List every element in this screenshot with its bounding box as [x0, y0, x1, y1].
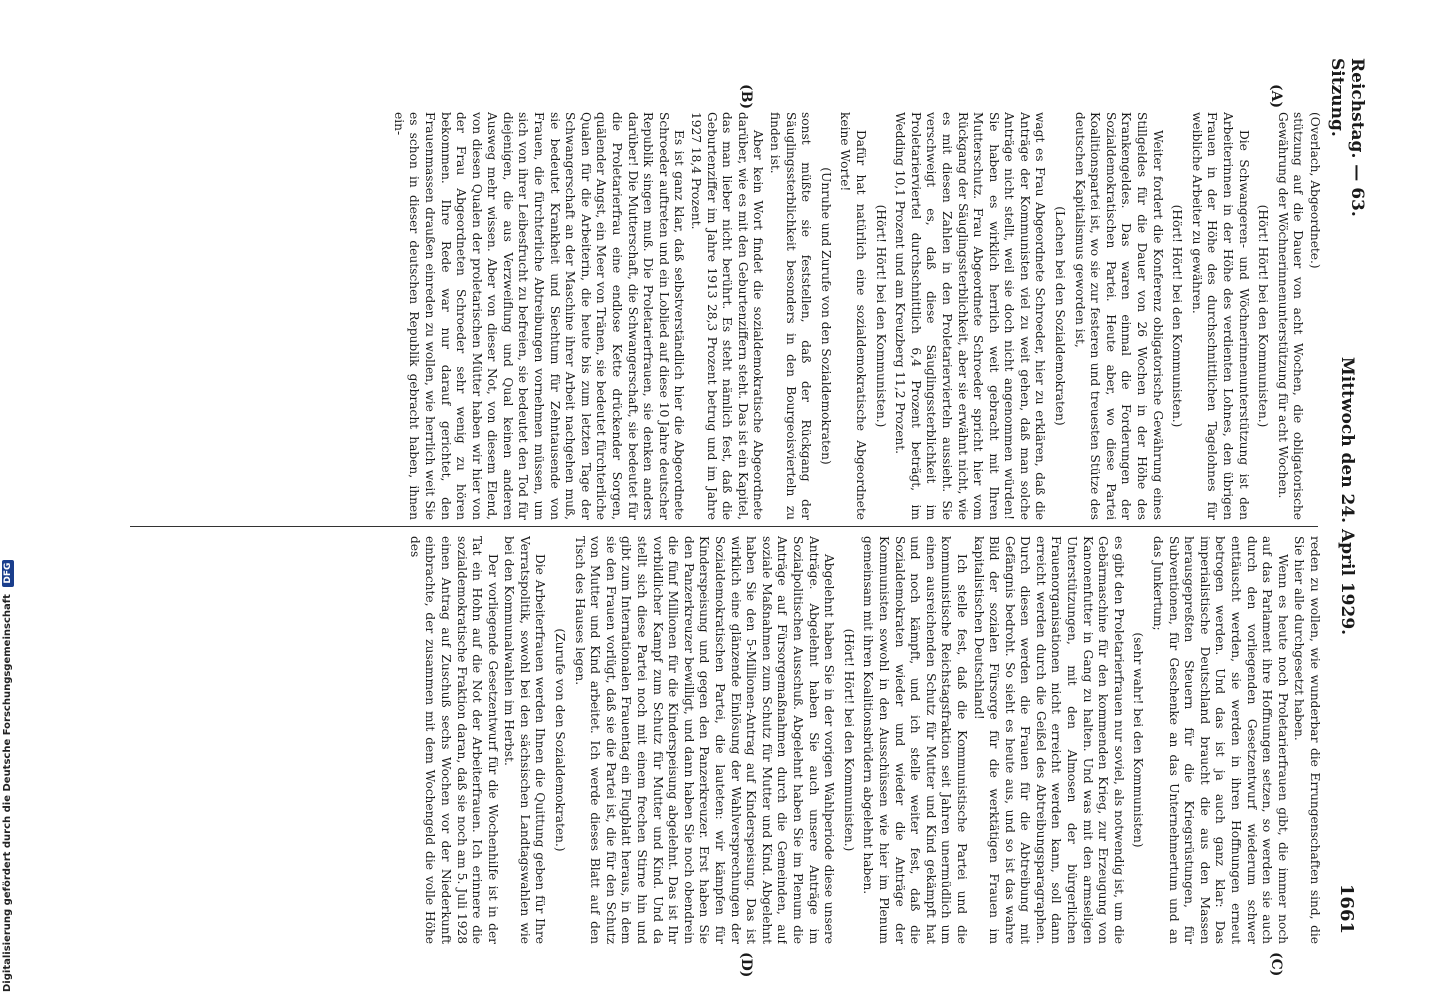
interjection: (Hört! Hört! bei den Kommunisten.): [1170, 204, 1185, 428]
paragraph: Der vorliegende Gesetzentwurf für die Wochenhilfe ist in der Tat ein Hohn auf die Not der Arbeiterfrauen. Ich erinnere die sozialdemokratische Fraktion daran, daß sie noch am 5. Juli 1928 einen Antrag auf Zuschuß sechs Wochen vor der Niederkunft einbrachte, der zusammen mit dem Wochengeld die volle Höhe des: [407, 536, 500, 944]
paragraph: Wenn es heute noch Proletarierfrauen gibt, die immer noch auf das Parlament ihre Hoffnungen setzen, so werden sie auch durch den vorliegenden Gesetzentwurf wiederum schwer enttäuscht werden, sie werden in ihren Hoffnungen erneut betrogen werden. Und das ist ja auch ganz klar: Das imperialistische Deutschland braucht die aus den Massen herausgepreßten Steuern für die Kriegsrüstungen, für Subventionen, für Geschenke an das Unternehmertum und an das Junkertum;: [1151, 536, 1290, 944]
left-text-column: [120, 112, 1322, 520]
paragraph: stützung auf die Dauer von acht Wochen, die obligatorische Gewährung der Wöchnerinnenunterstützung für acht Wochen.: [1275, 112, 1306, 520]
interjection: (Hört! Hört! bei den Kommunisten.): [841, 628, 856, 852]
paragraph: wagt es Frau Abgeordnete Schroeder, hier zu erklären, daß die Anträge der Kommunisten viel zu weit gehen, daß man solche Anträge nicht stellt, weil sie doch nicht angenommen würden! Sie haben es wirklich herrlich weit gebracht mit Ihren Mutterschutz. Frau Abgeordnete Schroeder spricht hier vom Rückgang der Säuglingssterblichkeit, aber sie erwähnt nicht, wie es mit diesen Zahlen in den Proletariervierteln aussieht. Sie verschweigt es, daß diese Säuglingssterblichkeit im Proletarierviertel durchschnittlich 6,4 Prozent beträgt, im Wedding 10,1 Prozent und am Kreuzberg 11,2 Prozent.: [893, 112, 1048, 520]
paragraph: Es ist ganz klar, daß selbstverständlich hier die Abgeordnete Schroeder auftreten und ein Loblied auf diese 10 Jahre deutscher Republik singen muß. Die Proletarierfrauen, sie denken anders darüber! Die Mutterschaft, die Schwangerschaft, sie bedeutet für die Proletarierfrau eine endlose Kette drückender Sorgen, quälender Angst, ein Meer von Tränen, sie bedeutet fürchterliche Qualen für die Arbeiterin, die heute bis zum letzten Tage der Schwangerschaft an der Maschine ihrer Arbeit nachgehen muß, sie bedeutet Krankheit und Siechtum für Zehntausende von Frauen, die fürchterliche Abtreibungen vornehmen müssen, um sich von ihrer Leibesfrucht zu befreien, sie bedeutet den Tod für diejenigen, die aus Verzweiflung und Qual keinen anderen Ausweg mehr wissen. Aber von dieser Not, von diesem Elend, von diesen Qualen der proletarischen Mütter haben wir hier von der Frau Abgeordneten Schroeder sehr wenig zu hören bekommen. Ihre Rede war nur darauf gerichtet, den Frauenmassen draußen einreden zu wollen, wie herrlich weit Sie es schon in dieser deutschen Republik gebracht haben, ihnen ein-: [391, 112, 687, 520]
paragraph: Dafür hat natürlich eine sozialdemokratische Abgeordnete keine Worte!: [838, 112, 868, 520]
paragraph: Aber kein Wort findet die sozialdemokratische Abgeordnete darüber, wie es mit den Geburtenziffern steht. Das ist ein Kapitel, das man lieber nicht berührt. Es steht nämlich fest, daß die Geburtenziffer im Jahre 1913 28,3 Prozent betrug und im Jahre 1927 18,4 Prozent.: [689, 112, 766, 520]
footer-strip: [0, 0, 20, 1000]
interjection: (Hört! Hört! bei den Kommunisten.): [873, 204, 888, 428]
dfg-logo: DFG: [2, 560, 14, 587]
paragraph: Weiter fordert die Konferenz obligatorische Gewährung eines Stillgeldes für die Dauer von 26 Wochen in der Höhe des Krankengeldes. Das waren einmal die Forderungen der Sozialdemokratischen Partei. Heute aber, wo diese Partei Koalitionspartei ist, wo sie zur festeren und treuesten Stütze des deutschen Kapitalismus geworden ist,: [1072, 112, 1165, 520]
interjection: (Hört! Hört! bei den Kommunisten.): [1256, 204, 1271, 428]
margin-marker-b: (B): [738, 84, 754, 110]
interjection: (Zurufe von den Sozialdemokraten.): [553, 628, 568, 852]
margin-marker-d: (D): [738, 952, 754, 978]
paragraph: sonst müßte sie feststellen, daß der Rückgang der Säuglingssterblichkeit besonders in den Bourgeoisvierteln zu finden ist.: [768, 112, 814, 520]
interjection: (Unruhe und Zurufe von den Sozialdemokraten): [818, 167, 833, 465]
page-header: [1327, 58, 1367, 934]
paragraph: Abgelehnt haben Sie in der vorigen Wahlperiode diese unsere Anträge. Abgelehnt haben Sie auch unsere Anträge im Sozialpolitischen Ausschuß. Abgelehnt haben Sie im Plenum die Anträge auf Fürsorgemaßnahmen durch die Gemeinden, auf soziale Maßnahmen zum Schutz für Mutter und Kind. Abgelehnt haben Sie den 5-Millionen-Antrag auf Kinderspeisung. Das ist wirklich eine glänzende Einlösung der Wahlversprechungen der Sozialdemokratischen Partei, die lauteten: wir kämpfen für Kinderspeisung und gegen den Panzerkreuzer. Erst haben Sie den Panzerkreuzer bewilligt, und dann haben Sie noch obendrein die fünf Millionen für die Kinderspeisung abgelehnt. Das ist Ihr vorbildlicher Kampf zum Schutz für Mutter und Kind. Und da stellt sich diese Partei noch mit einem frechen Stirne hin und gibt zum Internationalen Frauentag ein Flugblatt heraus, in dem sie den Frauen vorlügt, daß sie die Partei ist, die für den Schutz von Mutter und Kind arbeitet. Ich werde dieses Blatt auf den Tisch des Hauses legen.: [572, 536, 837, 944]
column-divider: [130, 526, 1318, 527]
margin-marker-a: (A): [1268, 84, 1284, 109]
paragraph: Die Schwangeren- und Wöchnerinnenunterstützung ist den Arbeiterinnen in der Höhe des verdienten Lohnes, den übrigen Frauen in der Höhe des durchschnittlichen Tagelohnes für weibliche Arbeiter zu gewähren.: [1189, 112, 1251, 520]
header-session: Reichstag. — 63. Sitzung.: [1327, 58, 1367, 217]
paragraph: reden zu wollen, wie wunderbar die Errungenschaften sind, die Sie hier alle durchgesetzt haben.: [1292, 536, 1322, 944]
margin-marker-c: (C): [1268, 952, 1284, 977]
paragraph: Die Arbeiterfrauen werden Ihnen die Quittung geben für Ihre Verratspolitik, sowohl bei den sächsischen Landtagswahlen wie bei den Kommunalwahlen im Herbst.: [502, 536, 548, 944]
paragraph: Ich stelle fest, daß die Kommunistische Partei und die kommunistische Reichstagsfraktion seit Jahren unermüdlich um einen ausreichenden Schutz für Mutter und Kind gekämpft hat und noch kämpft, und ich stelle weiter fest, daß die Sozialdemokraten wieder und wieder die Anträge der Kommunisten sowohl in den Ausschüssen wie hier im Plenum gemeinsam mit ihren Koalitionsbrüdern abgelehnt haben.: [861, 536, 969, 944]
header-date: Mittwoch den 24. April 1929.: [1337, 356, 1357, 636]
paragraph: (Overlach, Abgeordnete.): [1308, 112, 1322, 269]
paragraph: es gibt den Proletarierfrauen nur soviel, als notwendig ist, um die Gebärmaschine für den kommenden Krieg, zur Erzeugung von Kanonenfutter in Gang zu halten. Und was mit den armseligen Unterstützungen, mit den Almosen der bürgerlichen Frauenorganisationen nicht erreicht werden kann, soll dann erreicht werden durch die Geißel des Abtreibungsparagraphen. Durch diesen werden die Frauen für die Abtreibung mit Gefängnis bedroht. So sieht es heute aus, und so ist das wahre Bild der sozialen Fürsorge für die werktätigen Frauen im kapitalistischen Deutschland!: [971, 536, 1126, 944]
right-text-column: [120, 536, 1322, 944]
interjection: (Lachen bei den Sozialdemokraten): [1053, 206, 1068, 426]
page-number: 1661: [1336, 883, 1358, 934]
interjection: (sehr wahr! bei den Kommunisten): [1131, 632, 1146, 848]
digitization-credit: Digitalisierung gefördert durch die Deutsche Forschungsgemeinschaft: [2, 594, 13, 992]
